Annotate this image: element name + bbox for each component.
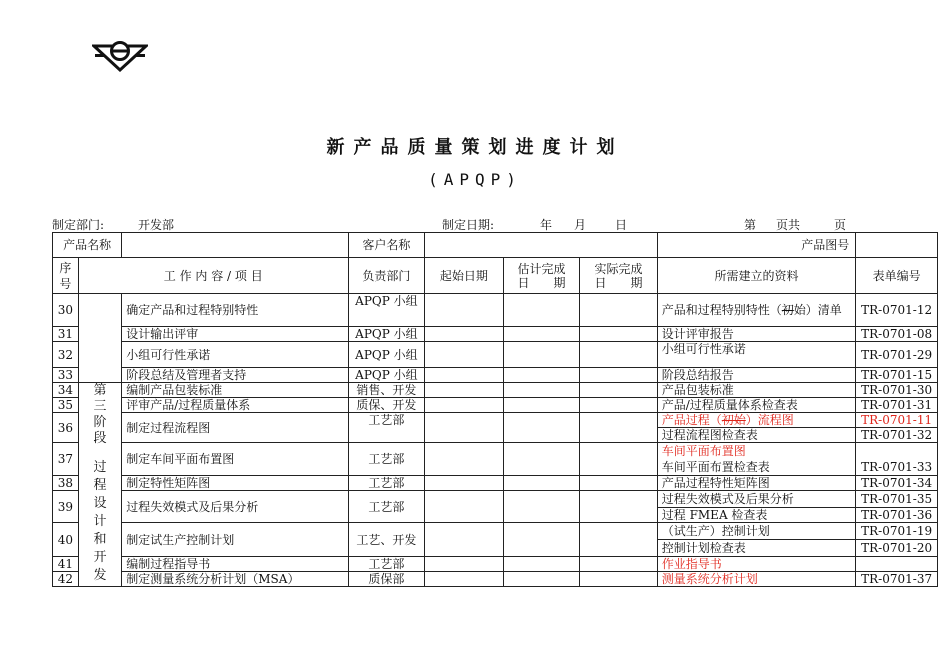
row-act-finish[interactable]	[580, 327, 658, 342]
row-dept: 工艺部	[348, 491, 425, 523]
row-start-date[interactable]	[425, 491, 504, 523]
stage-char: 设	[93, 496, 107, 511]
table-row	[53, 557, 938, 572]
row-form-no: TR-0701-36	[856, 508, 938, 523]
row-item: 编制过程指导书	[122, 557, 348, 572]
page-subtitle: (APQP)	[428, 170, 522, 189]
header-start-date: 起始日期	[425, 258, 504, 294]
row-dept: 工艺、开发	[348, 523, 425, 557]
row-act-finish[interactable]	[580, 491, 658, 523]
row-form-no: TR-0701-29	[856, 342, 938, 368]
header-est-finish	[503, 258, 580, 294]
date-month: 月	[574, 218, 587, 232]
row-act-finish[interactable]	[580, 523, 658, 557]
row-dept: 工艺部	[348, 443, 425, 476]
row-document: 车间平面布置图	[657, 443, 855, 459]
row-seq: 42	[53, 572, 79, 587]
stage-char: 段	[93, 431, 107, 446]
header-form-no: 表单编号	[856, 258, 938, 294]
row-seq: 40	[53, 523, 79, 557]
stage-char: 计	[93, 514, 107, 529]
row-dept: APQP 小组	[348, 294, 425, 327]
row-dept: 质保、开发	[348, 398, 425, 413]
product-info-row	[53, 233, 938, 258]
row-seq: 37	[53, 443, 79, 476]
row-seq: 38	[53, 476, 79, 491]
row-start-date[interactable]	[425, 476, 504, 491]
date-label: 制定日期:	[442, 218, 495, 232]
customer-name-field[interactable]	[425, 233, 658, 258]
row-document: 作业指导书	[657, 557, 855, 572]
row-document: 产品/过程质量体系检查表	[657, 398, 855, 413]
table-row	[53, 476, 938, 491]
row-dept: APQP 小组	[348, 327, 425, 342]
row-document: 过程流程图检查表	[657, 428, 855, 443]
row-seq: 41	[53, 557, 79, 572]
row-start-date[interactable]	[425, 398, 504, 413]
stage-char: 过	[93, 460, 107, 475]
page-prefix: 第	[744, 218, 757, 232]
row-form-no: TR-0701-15	[856, 368, 938, 383]
row-est-finish[interactable]	[503, 327, 580, 342]
row-document: 小组可行性承诺	[657, 342, 855, 368]
row-item: 制定测量系统分析计划（MSA）	[122, 572, 348, 587]
row-form-no: TR-0701-32	[856, 428, 938, 443]
date-day: 日	[615, 218, 628, 232]
row-document-part-a: 产品过程（	[661, 413, 722, 427]
row-act-finish[interactable]	[580, 443, 658, 476]
table-row	[53, 368, 938, 383]
apqp-table	[52, 232, 938, 587]
row-document: 过程失效模式及后果分析	[657, 491, 855, 508]
page-title: 新产品质量策划进度计划	[326, 137, 624, 158]
row-form-no: TR-0701-34	[856, 476, 938, 491]
row-act-finish[interactable]	[580, 383, 658, 398]
row-start-date[interactable]	[425, 443, 504, 476]
row-seq: 34	[53, 383, 79, 398]
header-act-finish-line2: 日 期	[594, 275, 643, 290]
table-row	[53, 383, 938, 398]
row-est-finish[interactable]	[503, 443, 580, 476]
table-row	[53, 572, 938, 587]
table-row	[53, 413, 938, 428]
table-row	[53, 327, 938, 342]
row-est-finish[interactable]	[503, 342, 580, 368]
row-start-date[interactable]	[425, 368, 504, 383]
row-seq: 35	[53, 398, 79, 413]
table-row	[53, 342, 938, 368]
row-start-date[interactable]	[425, 572, 504, 587]
company-logo	[92, 38, 148, 72]
row-start-date[interactable]	[425, 294, 504, 327]
row-act-finish[interactable]	[580, 398, 658, 413]
row-item: 评审产品/过程质量体系	[122, 398, 348, 413]
row-seq: 31	[53, 327, 79, 342]
header-est-finish-line2: 日 期	[517, 275, 566, 290]
row-item: 小组可行性承诺	[122, 342, 348, 368]
row-document-part-a: 产品和过程特别特性（	[661, 303, 782, 317]
dept-value: 开发部	[138, 218, 175, 232]
row-item: 确定产品和过程特别特性	[122, 294, 348, 327]
row-est-finish[interactable]	[503, 557, 580, 572]
row-document: 阶段总结报告	[657, 368, 855, 383]
row-dept: 质保部	[348, 572, 425, 587]
row-document-strike: 初	[781, 303, 794, 317]
header-documents: 所需建立的资料	[657, 258, 855, 294]
header-row	[53, 258, 938, 294]
row-dept: 销售、开发	[348, 383, 425, 398]
header-act-finish-line1: 实际完成	[594, 261, 643, 276]
table-row	[53, 443, 938, 459]
row-dept: 工艺部	[348, 557, 425, 572]
row-document	[657, 294, 855, 327]
customer-name-label: 客户名称	[348, 233, 425, 258]
row-form-no: TR-0701-30	[856, 383, 938, 398]
row-dept: 工艺部	[348, 413, 425, 443]
drawing-no-field[interactable]	[856, 233, 938, 258]
row-document: （试生产）控制计划	[657, 523, 855, 540]
row-item: 制定试生产控制计划	[122, 523, 348, 557]
header-seq: 序号	[53, 258, 79, 294]
row-act-finish[interactable]	[580, 557, 658, 572]
row-document: 车间平面布置检查表	[657, 459, 855, 476]
row-act-finish[interactable]	[580, 294, 658, 327]
header-work-content: 工 作 内 容 / 项 目	[78, 258, 348, 294]
row-item: 制定特性矩阵图	[122, 476, 348, 491]
row-act-finish[interactable]	[580, 413, 658, 443]
row-item: 制定过程流程图	[122, 413, 348, 443]
row-seq: 32	[53, 342, 79, 368]
row-document: 产品过程特性矩阵图	[657, 476, 855, 491]
row-form-no: TR-0701-31	[856, 398, 938, 413]
row-document	[657, 413, 855, 428]
row-document-part-b: ）流程图	[745, 413, 794, 427]
table-row	[53, 294, 938, 327]
row-form-no: TR-0701-37	[856, 572, 938, 587]
row-dept: 工艺部	[348, 476, 425, 491]
header-est-finish-line1: 估计完成	[517, 261, 566, 276]
stage-char: 和	[93, 532, 107, 547]
row-item: 编制产品包装标准	[122, 383, 348, 398]
row-seq: 33	[53, 368, 79, 383]
row-start-date[interactable]	[425, 342, 504, 368]
stage-label	[78, 383, 121, 587]
row-start-date[interactable]	[425, 383, 504, 398]
row-form-no	[856, 557, 938, 572]
table-row	[53, 491, 938, 508]
stage-char: 第	[93, 383, 107, 398]
drawing-no-label: 产品图号	[657, 233, 855, 258]
row-act-finish[interactable]	[580, 572, 658, 587]
row-form-no: TR-0701-35	[856, 491, 938, 508]
product-name-label: 产品名称	[53, 233, 122, 258]
table-row	[53, 398, 938, 413]
table-row	[53, 523, 938, 540]
row-est-finish[interactable]	[503, 476, 580, 491]
header-dept: 负责部门	[348, 258, 425, 294]
row-seq: 36	[53, 413, 79, 443]
stage-char: 三	[93, 399, 107, 414]
row-act-finish[interactable]	[580, 368, 658, 383]
row-document: 控制计划检查表	[657, 540, 855, 557]
stage-char: 阶	[93, 415, 107, 430]
stage-char: 开	[93, 550, 107, 565]
row-item: 过程失效模式及后果分析	[122, 491, 348, 523]
row-form-no	[856, 443, 938, 459]
row-document-strike: 初始	[721, 413, 746, 427]
row-est-finish[interactable]	[503, 572, 580, 587]
row-form-no: TR-0701-19	[856, 523, 938, 540]
stage-blank-cell	[78, 294, 121, 383]
row-dept: APQP 小组	[348, 342, 425, 368]
page-mid: 页共	[776, 218, 801, 232]
row-est-finish[interactable]	[503, 368, 580, 383]
row-dept: APQP 小组	[348, 368, 425, 383]
row-seq: 39	[53, 491, 79, 523]
row-form-no: TR-0701-12	[856, 294, 938, 327]
row-form-no: TR-0701-20	[856, 540, 938, 557]
row-est-finish[interactable]	[503, 294, 580, 327]
row-document: 测量系统分析计划	[657, 572, 855, 587]
row-est-finish[interactable]	[503, 413, 580, 443]
row-seq: 30	[53, 294, 79, 327]
row-document: 过程 FMEA 检查表	[657, 508, 855, 523]
row-est-finish[interactable]	[503, 383, 580, 398]
row-item: 设计输出评审	[122, 327, 348, 342]
row-est-finish[interactable]	[503, 398, 580, 413]
header-act-finish	[580, 258, 658, 294]
row-form-no: TR-0701-08	[856, 327, 938, 342]
row-est-finish[interactable]	[503, 491, 580, 523]
row-start-date[interactable]	[425, 523, 504, 557]
row-start-date[interactable]	[425, 413, 504, 443]
date-year: 年	[540, 218, 553, 232]
row-act-finish[interactable]	[580, 476, 658, 491]
row-est-finish[interactable]	[503, 523, 580, 557]
row-form-no: TR-0701-11	[856, 413, 938, 428]
product-name-field[interactable]	[122, 233, 348, 258]
meta-row	[0, 216, 950, 232]
row-start-date[interactable]	[425, 557, 504, 572]
stage-char: 程	[93, 478, 107, 493]
row-item: 制定车间平面布置图	[122, 443, 348, 476]
dept-label: 制定部门:	[52, 218, 105, 232]
row-document: 产品包装标准	[657, 383, 855, 398]
stage-char: 发	[93, 568, 107, 583]
row-form-no: TR-0701-33	[856, 459, 938, 476]
row-start-date[interactable]	[425, 327, 504, 342]
row-document: 设计评审报告	[657, 327, 855, 342]
row-act-finish[interactable]	[580, 342, 658, 368]
page-suffix: 页	[834, 218, 847, 232]
row-item: 阶段总结及管理者支持	[122, 368, 348, 383]
row-document-part-b: 始）清单	[793, 303, 842, 317]
stage-gap	[83, 447, 117, 459]
